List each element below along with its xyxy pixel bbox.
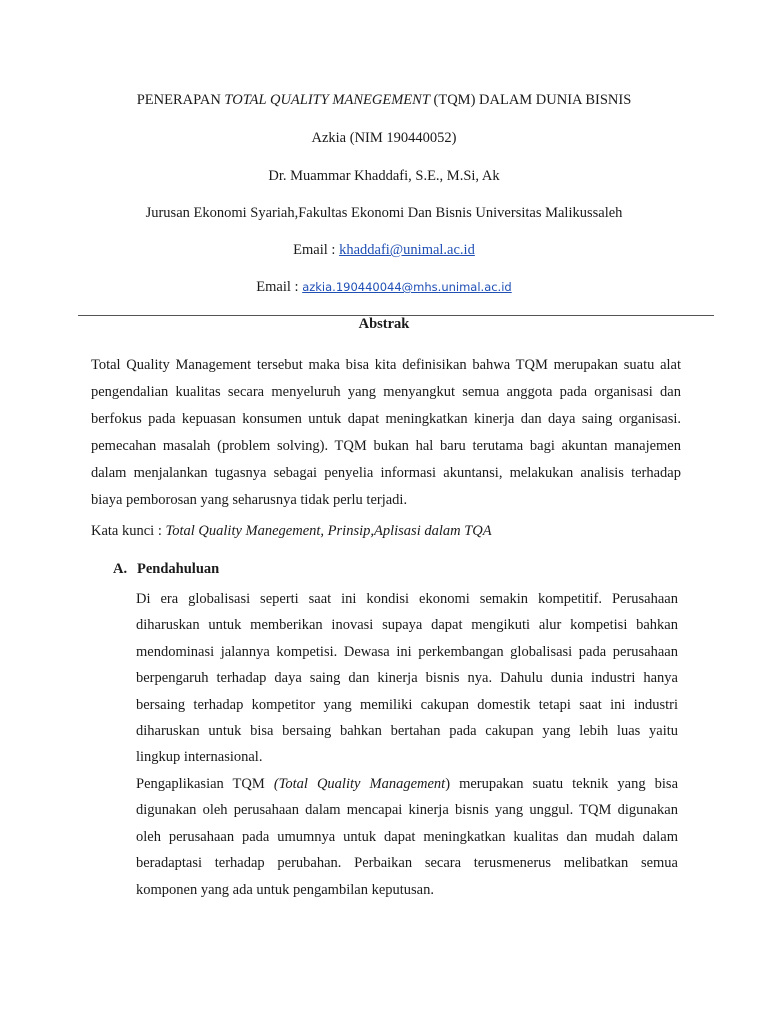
para2-italic: (Total Quality Management	[273, 776, 446, 792]
title-pre: PENERAPAN	[136, 92, 225, 108]
keywords-line	[91, 523, 492, 540]
paragraph-line: digunakan oleh perusahaan dalam mencapai kinerja bisnis yang unggul. TQM digunakan	[136, 802, 678, 819]
email-line-2	[0, 279, 768, 296]
paragraph-line: mendominasi jalannya kompetisi. Dewasa ini perkembangan globalisasi pada perusahaan	[136, 643, 678, 660]
title-post: (TQM) DALAM DUNIA BISNIS	[429, 92, 632, 108]
paragraph-line: lingkup internasional.	[136, 749, 263, 766]
paragraph-line: oleh perusahaan pada umumnya untuk dapat meningkatkan kualitas dan mudah dalam	[136, 828, 678, 845]
email-label: Email :	[293, 242, 340, 258]
paragraph-line: beradaptasi terhadap perubahan. Perbaikan secara terusmenerus melibatkan semua	[136, 855, 678, 872]
author-line: Azkia (NIM 190440052)	[311, 130, 457, 146]
email-line-1	[0, 242, 768, 259]
email-link-khaddafi[interactable]: khaddafi@unimal.ac.id	[339, 242, 475, 258]
supervisor-line: Dr. Muammar Khaddafi, S.E., M.Si, Ak	[268, 168, 500, 184]
paragraph-line: bersaing terhadap kompetitor yang memiliki cakupan domestik tetapi saat ini industri	[136, 696, 678, 713]
paragraph-line: diharuskan untuk bisa bersaing bahkan bertahan pada cakupan yang lebih luas yaitu	[136, 723, 678, 740]
section-heading	[113, 561, 219, 578]
paragraph-line: Di era globalisasi seperti saat ini kondisi ekonomi semakin kompetitif. Perusahaan	[136, 591, 678, 607]
paragraph-line: komponen yang ada untuk pengambilan keputusan.	[136, 881, 434, 898]
paragraph-line: berpengaruh terhadap daya saing dan kinerja bisnis nya. Dahulu dunia industri hanya	[136, 670, 678, 687]
paragraph-line: diharuskan untuk memberikan inovasi supaya dapat mengikuti alur kompetisi bahkan	[136, 617, 678, 634]
affiliation-line: Jurusan Ekonomi Syariah,Fakultas Ekonomi Dan Bisnis Universitas Malikussaleh	[145, 205, 623, 221]
title-italic: TOTAL QUALITY MANEGEMENT	[224, 92, 430, 108]
abstract-heading: Abstrak	[358, 316, 410, 332]
abstract-line: dalam menjalankan tugasnya sebagai penyelia informasi akuntansi, melakukan analisis terhadap	[91, 465, 681, 481]
abstract-body	[91, 352, 681, 514]
abstract-line: berfokus pada kepuasan konsumen untuk dapat meningkatkan kinerja dan daya saing organisasi.	[91, 411, 681, 427]
email-label: Email :	[256, 279, 303, 295]
intro-paragraph-1	[136, 586, 678, 771]
para2-pre: Pengaplikasian TQM	[136, 776, 274, 792]
section-title: Pendahuluan	[137, 561, 220, 577]
section-number: A.	[113, 561, 128, 577]
abstract-line: pengendalian kualitas secara menyeluruh yang menyangkut semua anggota pada organisasi dan	[91, 384, 681, 400]
email-link-azkia[interactable]: azkia.190440044@mhs.unimal.ac.id	[302, 280, 512, 294]
para2-post: ) merupakan suatu teknik yang bisa	[445, 776, 679, 792]
keywords-label: Kata kunci :	[91, 523, 166, 539]
keywords-value: Total Quality Manegement, Prinsip,Aplisasi dalam TQA	[165, 523, 492, 539]
paper-title	[0, 92, 768, 109]
intro-paragraph-2	[136, 771, 678, 903]
abstract-line: biaya pemborosan yang seharusnya tidak perlu terjadi.	[91, 492, 408, 508]
abstract-line: pemecahan masalah (problem solving). TQM bukan hal baru terutama bagi akuntan manajemen	[91, 438, 681, 454]
abstract-line: Total Quality Management tersebut maka bisa kita definisikan bahwa TQM merupakan suatu alat	[91, 357, 681, 373]
paragraph-line	[136, 771, 678, 797]
